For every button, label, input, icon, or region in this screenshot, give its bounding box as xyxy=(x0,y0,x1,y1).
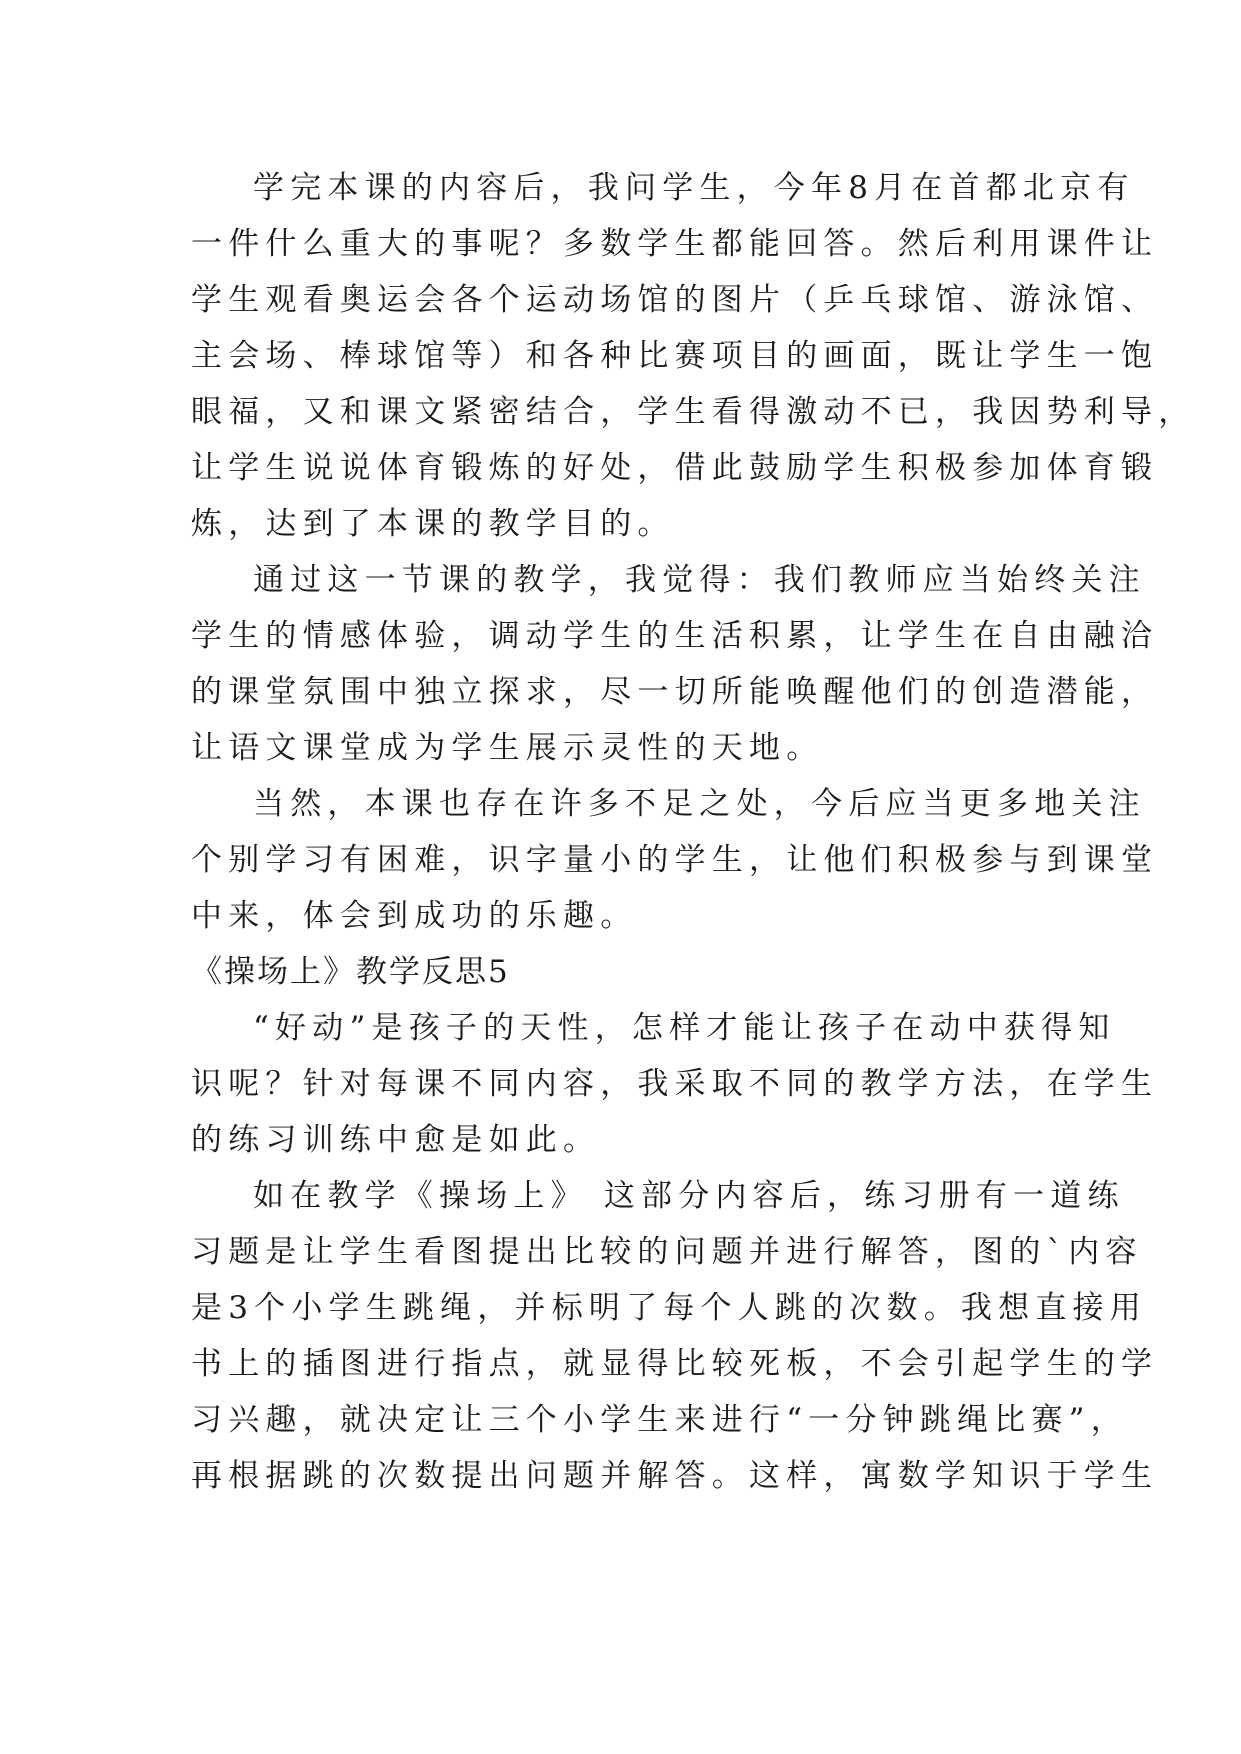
text-line: 一件什么重大的事呢？多数学生都能回答。然后利用课件让 xyxy=(191,226,1159,262)
text-line: 个别学习有困难，识字量小的学生，让他们积极参与到课堂 xyxy=(191,842,1159,878)
text-line: 学完本课的内容后，我问学生，今年8月在首都北京有 xyxy=(253,170,1135,206)
paragraph-jump-rope-example xyxy=(191,1168,1159,1504)
text-line: 习兴趣，就决定让三个小学生来进行“一分钟跳绳比赛”， xyxy=(191,1402,1128,1438)
section-heading: 《操场上》教学反思5 xyxy=(191,954,510,990)
text-line: 如在教学《操场上》 这部分内容后，练习册有一道练 xyxy=(253,1178,1125,1214)
text-line: 的课堂氛围中独立探求，尽一切所能唤醒他们的创造潜能， xyxy=(191,674,1159,710)
paragraph-shortcomings xyxy=(191,776,1159,944)
text-line: 让语文课堂成为学生展示灵性的天地。 xyxy=(191,730,824,766)
paragraph-olympics-review xyxy=(191,160,1196,552)
text-line: 的练习训练中愈是如此。 xyxy=(191,1122,601,1158)
text-line: 眼福，又和课文紧密结合，学生看得激动不已，我因势利导， xyxy=(191,394,1196,430)
text-line: 中来，体会到成功的乐趣。 xyxy=(191,898,638,934)
text-line: 让学生说说体育锻炼的好处，借此鼓励学生积极参加体育锻 xyxy=(191,450,1159,486)
text-line: 当然，本课也存在许多不足之处，今后应当更多地关注 xyxy=(253,786,1146,822)
text-line: 识呢？针对每课不同内容，我采取不同的教学方法，在学生 xyxy=(191,1066,1159,1102)
text-line: 再根据跳的次数提出问题并解答。这样，寓数学知识于学生 xyxy=(191,1458,1159,1494)
text-line: “好动”是孩子的天性，怎样才能让孩子在动中获得知 xyxy=(253,1010,1116,1046)
text-line: 书上的插图进行指点，就显得比较死板，不会引起学生的学 xyxy=(191,1346,1159,1382)
text-line: 是3个小学生跳绳，并标明了每个人跳的次数。我想直接用 xyxy=(191,1290,1147,1326)
paragraph-active-nature xyxy=(191,1000,1159,1168)
text-line: 习题是让学生看图提出比较的问题并进行解答，图的`内容 xyxy=(191,1234,1143,1270)
text-line: 学生观看奥运会各个运动场馆的图片（乒乓球馆、游泳馆、 xyxy=(191,282,1159,318)
paragraph-teaching-insight xyxy=(191,552,1159,776)
text-line: 学生的情感体验，调动学生的生活积累，让学生在自由融洽 xyxy=(191,618,1159,654)
text-line: 炼，达到了本课的教学目的。 xyxy=(191,506,675,542)
document-body xyxy=(191,160,1196,1504)
text-line: 主会场、棒球馆等）和各种比赛项目的画面，既让学生一饱 xyxy=(191,338,1159,374)
text-line: 通过这一节课的教学，我觉得：我们教师应当始终关注 xyxy=(253,562,1146,598)
